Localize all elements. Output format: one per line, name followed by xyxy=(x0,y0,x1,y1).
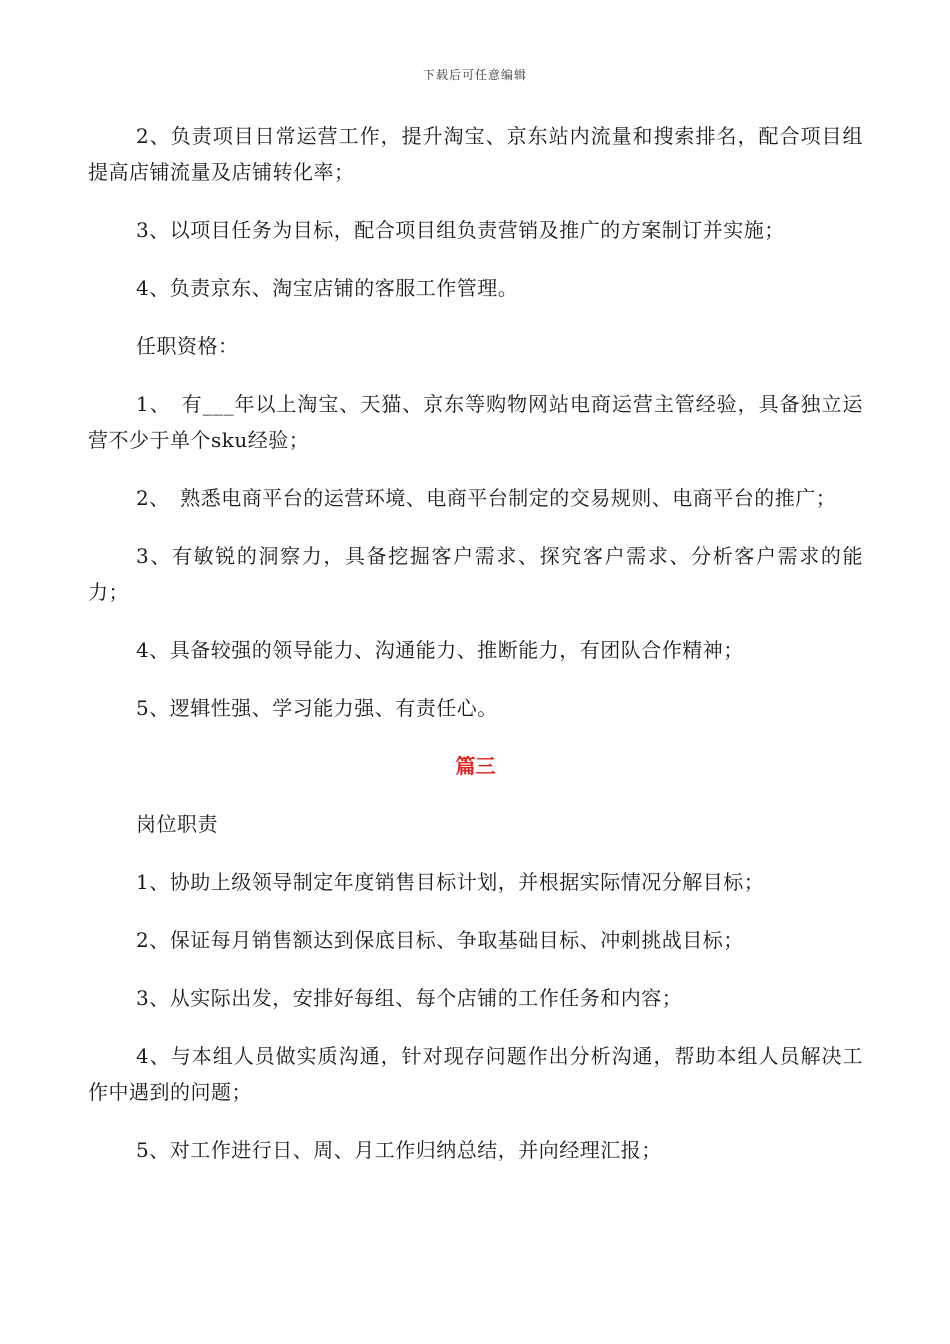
paragraph: 4、负责京东、淘宝店铺的客服工作管理。 xyxy=(136,276,519,300)
paragraph: 3、有敏锐的洞察力，具备挖掘客户需求、探究客户需求、分析客户需求的能力； xyxy=(88,544,863,604)
paragraph: 2、负责项目日常运营工作，提升淘宝、京东站内流量和搜索排名，配合项目组提高店铺流量及店铺转化率； xyxy=(88,124,863,184)
paragraph: 2、保证每月销售额达到保底目标、争取基础目标、冲刺挑战目标； xyxy=(136,928,744,952)
paragraph-heading: 任职资格： xyxy=(136,334,239,358)
section-title: 篇三 xyxy=(455,754,496,778)
paragraph: 3、从实际出发，安排好每组、每个店铺的工作任务和内容； xyxy=(136,986,683,1010)
document-body xyxy=(88,118,863,1190)
paragraph: 4、与本组人员做实质沟通，针对现存问题作出分析沟通，帮助本组人员解决工作中遇到的问题； xyxy=(88,1044,863,1104)
paragraph: 3、以项目任务为目标，配合项目组负责营销及推广的方案制订并实施； xyxy=(136,218,785,242)
header-note: 下载后可任意编辑 xyxy=(422,68,527,82)
paragraph: 1、 有___年以上淘宝、天猫、京东等购物网站电商运营主管经验，具备独立运营不少于单个sku经验； xyxy=(88,392,863,452)
paragraph: 5、对工作进行日、周、月工作归纳总结，并向经理汇报； xyxy=(136,1138,662,1162)
paragraph-heading: 岗位职责 xyxy=(136,812,218,836)
paragraph: 1、协助上级领导制定年度销售目标计划，并根据实际情况分解目标； xyxy=(136,870,765,894)
paragraph: 4、具备较强的领导能力、沟通能力、推断能力，有团队合作精神； xyxy=(136,638,744,662)
paragraph: 2、 熟悉电商平台的运营环境、电商平台制定的交易规则、电商平台的推广； xyxy=(136,486,837,510)
paragraph: 5、逻辑性强、学习能力强、有责任心。 xyxy=(136,696,498,720)
